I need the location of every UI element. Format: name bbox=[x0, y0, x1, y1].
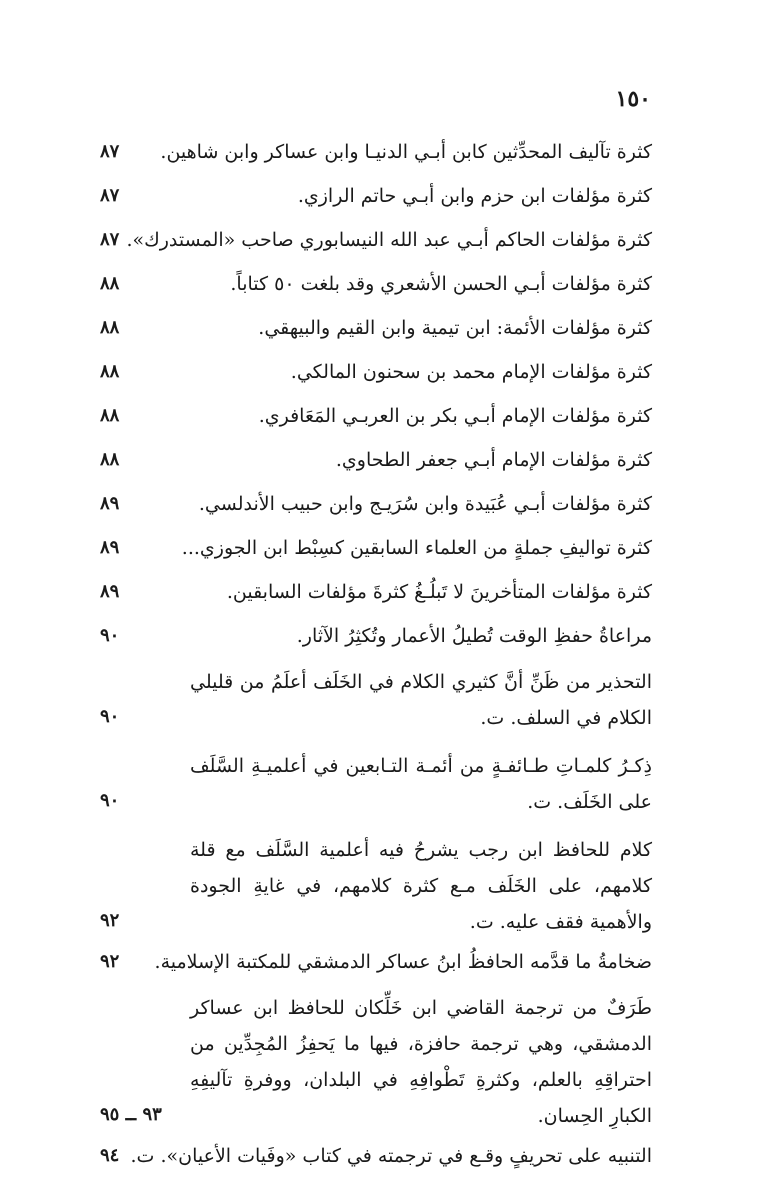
entry-page-number: ٩٠ bbox=[100, 625, 120, 646]
entry-text: كثرة مؤلفات أبـي الحسن الأشعري وقد بلغت ٥٠ كتاباً. bbox=[230, 273, 652, 295]
entry-text: كثرة مؤلفات الأئمة: ابن تيمية وابن القيم والبيهقي. bbox=[258, 317, 652, 339]
list-item bbox=[100, 262, 652, 306]
list-item bbox=[100, 306, 652, 350]
list-item bbox=[100, 1134, 652, 1178]
entry-page-number: ٨٨ bbox=[100, 449, 120, 470]
entry-text: كثرة مؤلفات الإمام أبـي جعفر الطحاوي. bbox=[335, 449, 652, 471]
entry-page-number: ٩٠ bbox=[100, 790, 120, 811]
list-item bbox=[100, 130, 652, 174]
entry-page-number: ٨٨ bbox=[100, 317, 120, 338]
entry-page-number: ٨٩ bbox=[100, 493, 120, 514]
list-item bbox=[100, 748, 652, 820]
entry-page-number: ٨٩ bbox=[100, 581, 120, 602]
list-item bbox=[100, 614, 652, 658]
entry-text: التنبيه على تحريفٍ وقـع في ترجمته في كتاب «وفَيات الأعيان». ت. bbox=[130, 1145, 652, 1167]
entry-text: كثرة مؤلفات الحاكم أبـي عبد الله النيسابوري صاحب «المستدرك». bbox=[126, 229, 652, 251]
entry-text: كثرة مؤلفات أبـي عُبَيدة وابن سُرَيـج وابن حبيب الأندلسي. bbox=[198, 493, 652, 515]
list-item bbox=[100, 526, 652, 570]
list-item bbox=[100, 394, 652, 438]
list-item bbox=[100, 570, 652, 614]
entry-page-number: ٩٢ bbox=[100, 910, 120, 931]
entry-page-number: ٩٢ bbox=[100, 951, 120, 972]
entry-text: ذِكـرُ كلمـاتِ طـائفـةٍ من أئمـة التـابعين في أعلميـةِ السَّلَف على الخَلَف. ت. bbox=[190, 755, 652, 813]
entry-page-number: ٨٩ bbox=[100, 537, 120, 558]
entry-text: ضخامةُ ما قدَّمه الحافظُ ابنُ عساكر الدمشقي للمكتبة الإسلامية. bbox=[154, 951, 652, 973]
list-item bbox=[100, 438, 652, 482]
entry-page-number: ٨٧ bbox=[100, 185, 120, 206]
entry-text: كثرة تواليفِ جملةٍ من العلماء السابقين كسِبْط ابن الجوزي... bbox=[181, 537, 652, 559]
entry-text: التحذير من ظَنِّ أنَّ كثيري الكلام في الخَلَف أعلَمُ من قليلي الكلام في السلف. ت. bbox=[190, 671, 652, 729]
entry-text: كثرة مؤلفات الإمام محمد بن سحنون المالكي. bbox=[290, 361, 652, 383]
entry-text: مراعاةُ حفظِ الوقت تُطيلُ الأعمار وتُكثِرُ الآثار. bbox=[296, 625, 652, 647]
entry-text: كثرة مؤلفات ابن حزم وابن أبـي حاتم الرازي. bbox=[297, 185, 652, 207]
list-item bbox=[100, 940, 652, 984]
list-item bbox=[100, 664, 652, 736]
entry-page-number: ٨٨ bbox=[100, 405, 120, 426]
entry-text: طَرَفٌ من ترجمة القاضي ابن خَلِّكان للحافظ ابن عساكر الدمشقي، وهي ترجمة حافزة، فيها ما يَحفِزُ المُجِدِّين من احتراقِهِ بالعلم، وكثرةِ تَطْوافِهِ في البلدان، ووفرةِ تآليفِهِ الكبارِ الحِسان. bbox=[190, 997, 652, 1127]
page-number: ١٥٠ bbox=[615, 86, 651, 112]
entry-page-number: ٩٤ bbox=[100, 1145, 120, 1166]
list-item bbox=[100, 350, 652, 394]
table-of-contents bbox=[100, 130, 652, 1178]
entry-page-number: ٨٨ bbox=[100, 273, 120, 294]
entry-text: كثرة مؤلفات الإمام أبـي بكر بن العربـي المَعَافري. bbox=[258, 405, 652, 427]
list-item bbox=[100, 832, 652, 940]
entry-page-number: ٨٧ bbox=[100, 141, 120, 162]
entry-page-number: ٩٣ ــ ٩٥ bbox=[100, 1104, 162, 1125]
list-item bbox=[100, 218, 652, 262]
entry-page-number: ٨٧ bbox=[100, 229, 120, 250]
entry-text: كلام للحافظ ابن رجب يشرحُ فيه أعلمية السَّلَف مع قلة كلامهم، على الخَلَف مـع كثرة كلامهم، في غايةِ الجودة والأهمية فقف عليه. ت. bbox=[190, 839, 652, 933]
entry-text: كثرة تآليف المحدِّثين كابن أبـي الدنيـا وابن عساكر وابن شاهين. bbox=[160, 141, 652, 163]
list-item bbox=[100, 174, 652, 218]
entry-page-number: ٨٨ bbox=[100, 361, 120, 382]
list-item bbox=[100, 990, 652, 1134]
entry-text: كثرة مؤلفات المتأخرينَ لا تَبلُـغُ كثرةَ مؤلفات السابقين. bbox=[226, 581, 652, 603]
entry-page-number: ٩٠ bbox=[100, 706, 120, 727]
list-item bbox=[100, 482, 652, 526]
